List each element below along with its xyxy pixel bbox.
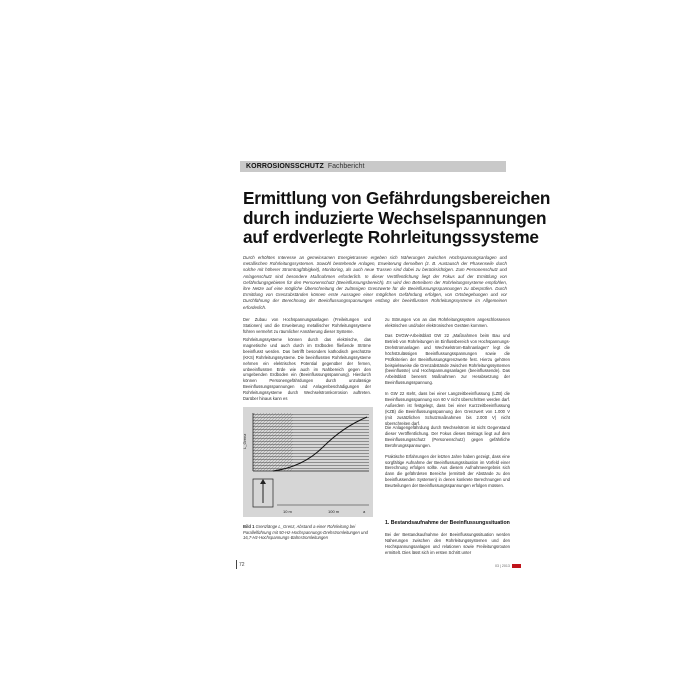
- tick-label-10: 10 m: [283, 509, 292, 514]
- section-header-bar: [240, 161, 506, 172]
- title-line-3: auf erdverlegte Rohrleitungssysteme: [243, 227, 539, 247]
- section-label: KORROSIONSSCHUTZ: [246, 163, 324, 170]
- paragraph: Das DVGW-Arbeitsblatt GW 22 „Maßnahmen beim Bau und Betrieb von Rohrleitungen im Einflussbereich von Hochspannungs-Drehstromanlagen und Wechselstrom-Bahnanlagen" legt die höchstzulässigen Beeinflussungsspannungen sowie die Prüfkriterien der Beeinflussungsgrenzwerte fest. Hierzu gehören beispielsweise die Grenzabstände zwischen Rohrleitungssystemen (beeinflusste) und Hochspannungsanlagen (beeinflussende). Das Arbeitsblatt benennt Maßnahmen zur Herabsetzung der Beeinflussungsspannung.: [385, 333, 510, 386]
- paragraph: zu Störungen von an das Rohrleitungssystem angeschlossenen elektrischen und/oder elektronischen Geräten kommen.: [385, 317, 510, 328]
- page-number-rule: [236, 560, 237, 569]
- figure-caption: [243, 524, 373, 541]
- category-label: Fachbericht: [327, 163, 365, 170]
- paragraph: In GW 22 steht, dass bei einer Langzeitbeeinflussung (LZB) die Beeinflussungsspannung von 60 V nicht überschritten werden darf. Außerdem ist festgelegt, dass bei einer Kurzzeitbeeinflussung (KZB) die Beeinflussungsspannung den Grenzwert von 1.000 V (mit zusätzlichen Schutzmaßnahmen bis 2.000 V) nicht überschreiten darf.: [385, 391, 510, 426]
- figure-1: [243, 407, 373, 517]
- paragraph: Rohrleitungssysteme können durch das elektrische, das magnetische und auch durch im Erdboden fließende Ströme beeinflusst werden. Das betrifft besonders kathodisch geschützte (KKS) Rohrleitungssysteme. Die beeinflussten Rohrleitungssysteme nehmen ein elektrisches Potential gegenüber der fernen, unbeeinflussten Erde wie auch im Nahbereich gegen den umgebenden Erdboden ein (Beeinflussungsspannung). Hierdurch können Personengefährdungen durch unzulässige Beeinflussungsspannungen und Anlagenbeschädigungen der Rohrleitungssysteme durch Wechselstromkorrosion auftreten. Darüber hinaus kann es: [243, 337, 371, 402]
- publisher-logo-icon: [512, 564, 521, 568]
- title-line-1: Ermittlung von Gefährdungsbereichen: [243, 188, 551, 208]
- left-column-body: [243, 337, 371, 407]
- title-line-2: durch induzierte Wechselspannungen: [243, 207, 547, 228]
- abstract: Durch erhöhtes Interesse an gemeinsamen Energietrassen ergeben sich Näherungen zwischen Hochspannungsanlagen und metallischen Rohrleitungssystemen. Sowohl bestehende Anlagen, Erweiterung derselben (z. B. Austausch der Phasenseile durch solche mit höherer Stromtragfähigkeit), Monitoring, als auch neue Trassen sind dabei zu berücksichtigen. Zum Personenschutz und Anlagenschutz sind besondere Maßnahmen erforderlich. In dieser Veröffentlichung liegt der Fokus auf der Ermittlung von Gefährdungsgebieten für den Personenschutz (Beeinflussungsbereich). Es wird den Betreibern der Rohrleitungssysteme empfohlen, ihre Netze auf eine mögliche Überschreitung der zulässigen Grenzwerte für die Beeinflussungsspannungen zu überprüfen. Durch Ermittlung von Grenzabständen können erste Aussagen einer möglichen Gefährdung erfolgen, von Ortsbegehungen und vor Durchführung der Berechnung der Beeinflussungsspannungen entlang der beeinflussten Rohrleitungssysteme im Allgemeinen erforderlich.: [243, 255, 507, 310]
- hatched-region: [253, 413, 293, 471]
- section-heading: 1. Bestandsaufnahme der Beeinflussungssituation: [385, 520, 510, 526]
- issue-label: 03 | 2013: [495, 564, 510, 568]
- footer-issue: [495, 564, 521, 568]
- x-axis-label: a: [363, 509, 366, 514]
- right-column-p2: [385, 333, 510, 432]
- article-title: [243, 188, 551, 248]
- y-axis-label: L_Grenz: [242, 433, 247, 449]
- figure-1-graphic: [243, 407, 373, 517]
- paragraph: Praktische Erfahrungen der letzten Jahre haben gezeigt, dass eine sorgfältige Aufnahme der Beeinflussungssituation im Vorfeld einer Berechnung erfolgen sollte. Aus diesem Aufnahmeergebnis sich dann die gefährdeten Bereiche (ermittelt der Abstände zu den beeinflussenden Systemen) in denen konkrete Berechnungen und Beurteilungen der Beeinflussungsspannungen erfolgen müssen.: [385, 453, 510, 489]
- tick-label-100: 100 m: [328, 509, 340, 514]
- paragraph: Der Zubau von Hochspannungsanlagen (Freileitungen und Stationen) und die Erweiterung metallischer Rohrleitungssysteme führen vermehrt zu räumlicher Annäherung dieser Systeme.: [243, 317, 371, 334]
- right-column-section-1: [385, 520, 510, 561]
- right-column-p4: [385, 425, 510, 494]
- paragraph: Bei der Bestandsaufnahme der Beeinflussungssituation werden Näherungen zwischen den Rohrleitungssystemen und den Hochspannungsanlagen und relationen sowie Freileitungsrouten ermittelt. Dies lässt sich im ersten Schritt unter: [385, 532, 510, 555]
- right-column-p1: [385, 317, 510, 334]
- caption-label: Bild 1: [243, 524, 255, 529]
- paragraph: Die Anlagengefährdung durch Wechselstrom ist nicht Gegenstand dieser Veröffentlichung. Der Fokus dieses Beitrags liegt auf dem Beeinflussungsschutz (Personenschutz) gegen gefährliche Berührungsspannungen.: [385, 425, 510, 448]
- arrow-head-icon: [260, 479, 266, 484]
- caption-text: Grenzlänge L_Grenz, Abstand a einer Rohrleitung bei Parallelführung mit 50-Hz-Hochspannungs-Drehstromleitungen und 16,7-Hz-Hochspannungs-Bahnstromleitungen: [243, 524, 368, 541]
- page-number: 72: [239, 562, 245, 568]
